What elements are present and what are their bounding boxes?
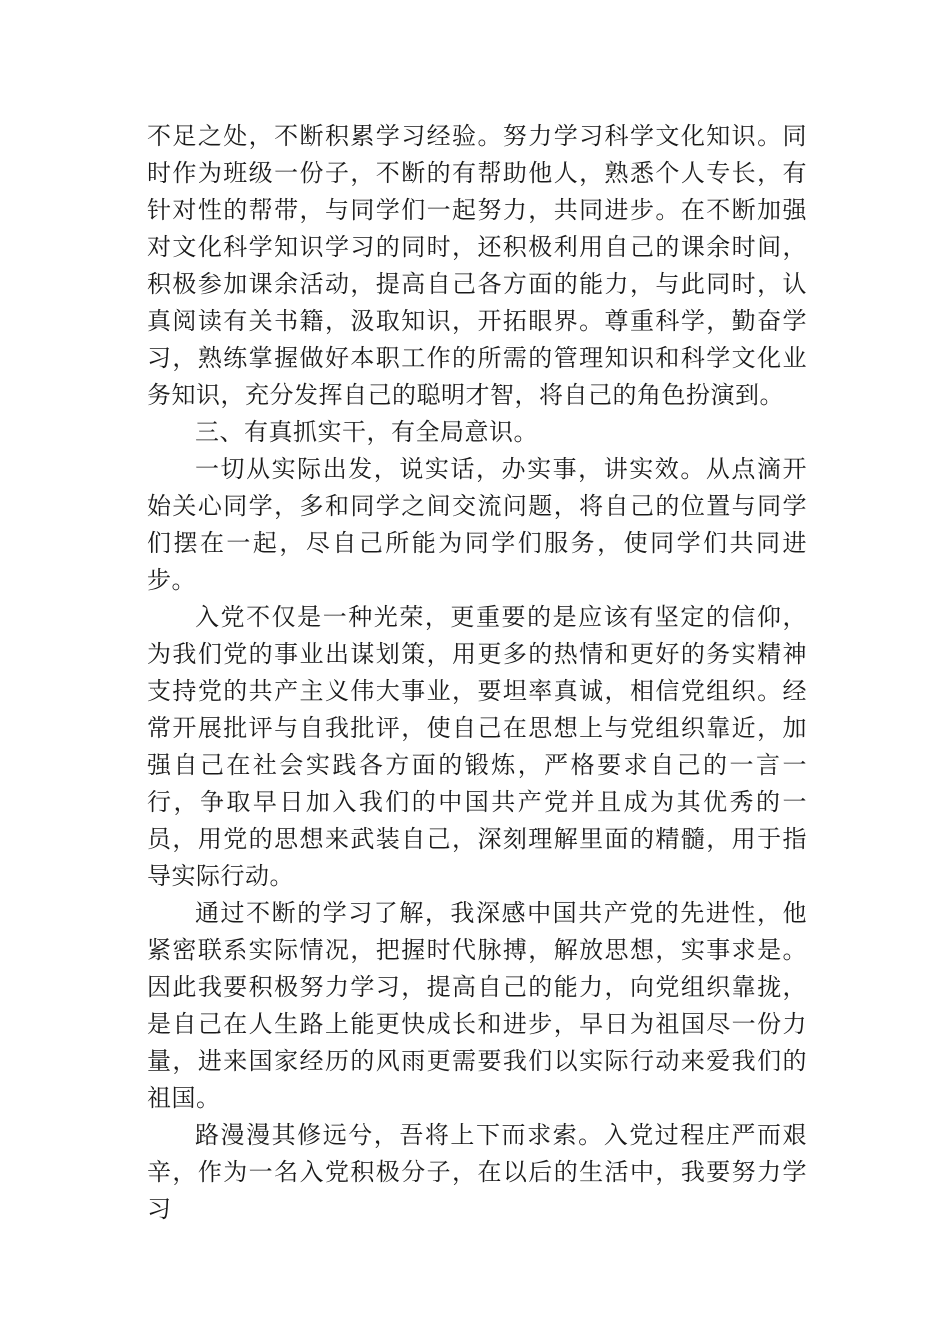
paragraph: 一切从实际出发，说实话，办实事，讲实效。从点滴开始关心同学，多和同学之间交流问题，将自己的位置与同学们摆在一起，尽自己所能为同学们服务，使同学们共同进步。 — [147, 455, 807, 594]
paragraph-continuation: 不足之处，不断积累学习经验。努力学习科学文化知识。同时作为班级一份子，不断的有帮助他人，熟悉个人专长，有针对性的帮带，与同学们一起努力，共同进步。在不断加强对文化科学知识学习的同时，还积极利用自己的课余时间，积极参加课余活动，提高自己各方面的能力，与此同时，认真阅读有关书籍，汲取知识，开拓眼界。尊重科学，勤奋学习，熟练掌握做好本职工作的所需的管理知识和科学文化业务知识，充分发挥自己的聪明才智，将自己的角色扮演到。 — [147, 122, 807, 409]
document-body — [147, 118, 807, 1228]
paragraph: 通过不断的学习了解，我深感中国共产党的先进性，他紧密联系实际情况，把握时代脉搏，解放思想，实事求是。因此我要积极努力学习，提高自己的能力，向党组织靠拢，是自己在人生路上能更快成长和进步，早日为祖国尽一份力量，进来国家经历的风雨更需要我们以实际行动来爱我们的祖国。 — [147, 899, 807, 1112]
section-heading: 三、有真抓实干，有全局意识。 — [195, 418, 538, 446]
paragraph: 入党不仅是一种光荣，更重要的是应该有坚定的信仰，为我们党的事业出谋划策，用更多的热情和更好的务实精神支持党的共产主义伟大事业，要坦率真诚，相信党组织。经常开展批评与自我批评，使自己在思想上与党组织靠近，加强自己在社会实践各方面的锻炼，严格要求自己的一言一行，争取早日加入我们的中国共产党并且成为其优秀的一员，用党的思想来武装自己，深刻理解里面的精髓，用于指导实际行动。 — [147, 603, 807, 890]
paragraph: 路漫漫其修远兮，吾将上下而求索。入党过程庄严而艰辛，作为一名入党积极分子，在以后的生活中，我要努力学习 — [147, 1121, 807, 1223]
